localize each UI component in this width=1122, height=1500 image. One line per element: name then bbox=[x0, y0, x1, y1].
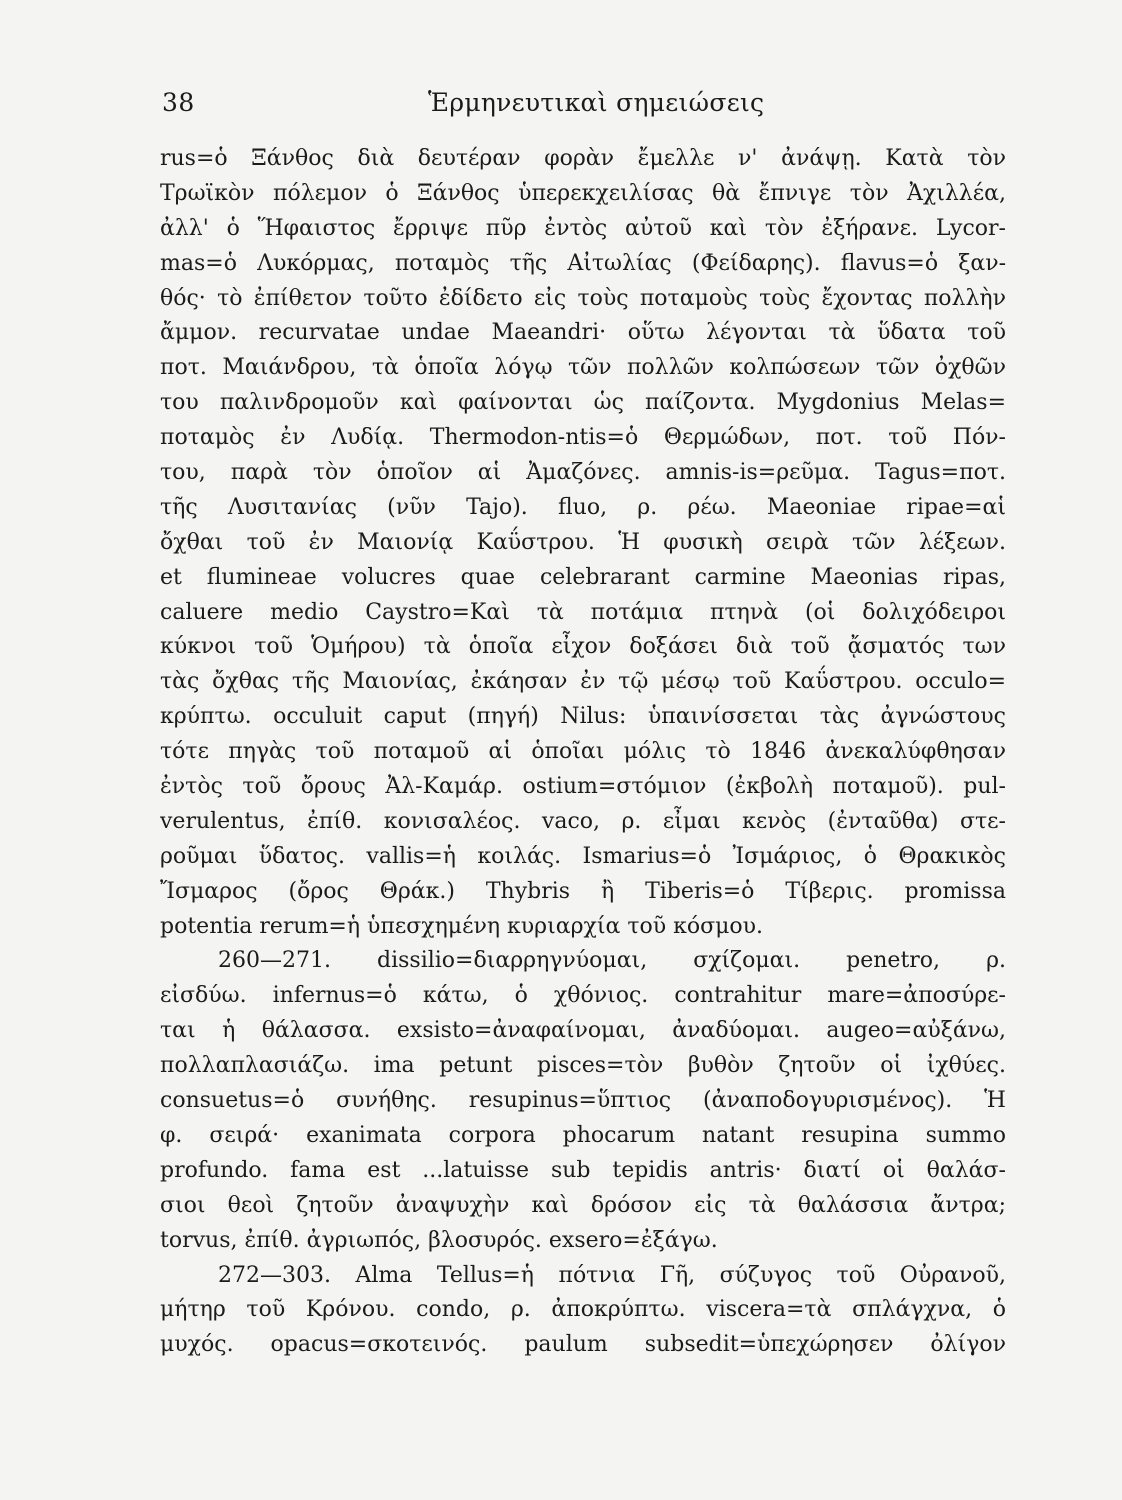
text-line: ται ἡ θάλασσα. exsisto=ἀναφαίνομαι, ἀναδύομαι. augeo=αὐξάνω, bbox=[160, 1018, 1006, 1044]
text-line: τὰς ὄχθας τῆς Μαιονίας, ἐκάησαν ἐν τῷ μέσῳ τοῦ Καΰστρου. occulo= bbox=[160, 669, 1006, 695]
section-start-272-303: 272—303. Alma Tellus=ἡ πότνια Γῆ, σύζυγος τοῦ Οὐρανοῦ, bbox=[218, 1262, 1006, 1288]
body-text bbox=[160, 142, 1006, 1363]
text-line: κρύπτω. occuluit caput (πηγή) Nilus: ὑπαινίσσεται τὰς ἀγνώστους bbox=[160, 704, 1006, 730]
text-line: Τρωϊκὸν πόλεμον ὁ Ξάνθος ὑπερεκχειλίσας θὰ ἔπνιγε τὸν Ἀχιλλέα, bbox=[160, 180, 1006, 206]
text-line: verulentus, ἐπίθ. κονισαλέος. vaco, ρ. εἶμαι κενὸς (ἐνταῦθα) στε- bbox=[160, 808, 1006, 834]
text-line: πολλαπλασιάζω. ima petunt pisces=τὸν βυθὸν ζητοῦν οἱ ἰχθύες. bbox=[160, 1053, 1006, 1079]
text-line: ἐντὸς τοῦ ὄρους Ἀλ-Καμάρ. ostium=στόμιον (ἐκβολὴ ποταμοῦ). pul- bbox=[160, 774, 1006, 800]
text-line: consuetus=ὁ συνήθης. resupinus=ὕπτιος (ἀναποδογυρισμένος). Ἡ bbox=[160, 1088, 1006, 1114]
text-line: σιοι θεοὶ ζητοῦν ἀναψυχὴν καὶ δρόσον εἰς τὰ θαλάσσια ἄντρα; bbox=[160, 1192, 1006, 1218]
running-head: Ἑρμηνευτικαὶ σημειώσεις bbox=[428, 88, 765, 117]
text-line: torvus, ἐπίθ. ἀγριωπός, βλοσυρός. exsero=ἐξάγω. bbox=[160, 1227, 718, 1253]
page-number: 38 bbox=[162, 88, 195, 117]
text-line: του, παρὰ τὸν ὁποῖον αἱ Ἀμαζόνες. amnis-is=ρεῦμα. Tagus=ποτ. bbox=[160, 460, 1006, 486]
text-line: μήτηρ τοῦ Κρόνου. condo, ρ. ἀποκρύπτω. viscera=τὰ σπλάγχνα, ὁ bbox=[160, 1297, 1006, 1323]
text-line: του παλινδρομοῦν καὶ φαίνονται ὡς παίζοντα. Mygdonius Melas= bbox=[160, 390, 1006, 416]
text-line: θός· τὸ ἐπίθετον τοῦτο ἐδίδετο εἰς τοὺς ποταμοὺς τοὺς ἔχοντας πολλὴν bbox=[160, 285, 1006, 311]
text-line: ἀλλ' ὁ Ἥφαιστος ἔρριψε πῦρ ἐντὸς αὐτοῦ καὶ τὸν ἐξήρανε. Lycor- bbox=[160, 215, 1006, 241]
text-line: Ἴσμαρος (ὄρος Θράκ.) Thybris ἢ Tiberis=ὁ Τίβερις. promissa bbox=[160, 878, 1006, 904]
text-line: ἄμμον. recurvatae undae Maeandri· οὕτω λέγονται τὰ ὕδατα τοῦ bbox=[160, 320, 1006, 346]
text-line: τότε πηγὰς τοῦ ποταμοῦ αἱ ὁποῖαι μόλις τὸ 1846 ἀνεκαλύφθησαν bbox=[160, 739, 1006, 765]
text-line: ὄχθαι τοῦ ἐν Μαιονίᾳ Καΰστρου. Ἡ φυσικὴ σειρὰ τῶν λέξεων. bbox=[160, 529, 1006, 555]
text-line: φ. σειρά· exanimata corpora phocarum natant resupina summo bbox=[160, 1122, 1006, 1148]
text-line: ροῦμαι ὕδατος. vallis=ἡ κοιλάς. Ismarius=ὁ Ἰσμάριος, ὁ Θρακικὸς bbox=[160, 843, 1006, 869]
text-line: ποταμὸς ἐν Λυδίᾳ. Thermodon-ntis=ὁ Θερμώδων, ποτ. τοῦ Πόν- bbox=[160, 425, 1006, 451]
text-line: mas=ὁ Λυκόρμας, ποταμὸς τῆς Αἰτωλίας (Φείδαρης). flavus=ὁ ξαν- bbox=[160, 250, 1006, 276]
text-line: potentia rerum=ἡ ὑπεσχημένη κυριαρχία τοῦ κόσμου. bbox=[160, 913, 764, 939]
text-line: ποτ. Μαιάνδρου, τὰ ὁποῖα λόγῳ τῶν πολλῶν κολπώσεων τῶν ὀχθῶν bbox=[160, 355, 1006, 381]
text-line: κύκνοι τοῦ Ὁμήρου) τὰ ὁποῖα εἶχον δοξάσει διὰ τοῦ ᾄσματός των bbox=[160, 634, 1006, 660]
text-line: caluere medio Caystro=Καὶ τὰ ποτάμια πτηνὰ (οἱ δολιχόδειροι bbox=[160, 599, 1006, 625]
text-line: rus=ὁ Ξάνθος διὰ δευτέραν φορὰν ἔμελλε ν' ἀνάψῃ. Κατὰ τὸν bbox=[160, 146, 1006, 171]
text-line: et flumineae volucres quae celebrarant carmine Maeonias ripas, bbox=[160, 564, 1006, 590]
text-line: μυχός. opacus=σκοτεινός. paulum subsedit=ὑπεχώρησεν ὀλίγον bbox=[160, 1332, 1006, 1358]
text-line: profundo. fama est ...latuisse sub tepidis antris· διατί οἱ θαλάσ- bbox=[160, 1157, 1006, 1183]
text-line: εἰσδύω. infernus=ὁ κάτω, ὁ χθόνιος. contrahitur mare=ἀποσύρε- bbox=[160, 983, 1006, 1009]
section-start-260-271: 260—271. dissilio=διαρρηγνύομαι, σχίζομαι. penetro, ρ. bbox=[218, 948, 1006, 974]
text-line: τῆς Λυσιτανίας (νῦν Tajo). fluo, ρ. ρέω. Maeoniae ripae=αἱ bbox=[160, 494, 1006, 520]
